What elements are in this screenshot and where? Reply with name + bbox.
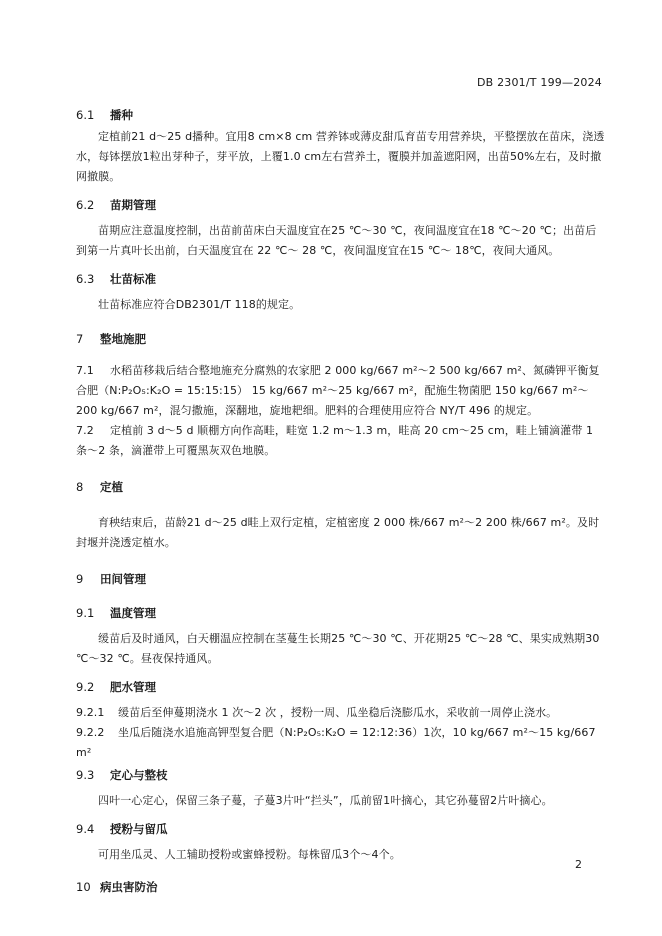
clause-number: 9.2.2 [76, 726, 105, 739]
section-title: 壮苗标准 [110, 272, 156, 286]
section-title: 肥水管理 [110, 680, 156, 694]
section-number: 6.1 [76, 108, 95, 122]
section-title: 整地施肥 [100, 332, 146, 346]
section-title: 播种 [110, 108, 133, 122]
clause-number: 7.2 [76, 424, 94, 437]
section-title: 定心与整枝 [110, 768, 168, 782]
section-heading-6-2 [76, 193, 606, 217]
section-text-9-1: 缓苗后及时通风，白天棚温应控制在茎蔓生长期25 ℃～30 ℃、开花期25 ℃～28 ℃、果实成熟期30 ℃～32 ℃。昼夜保持通风。 [76, 632, 600, 665]
section-number: 9.4 [76, 822, 95, 836]
section-heading-6-3 [76, 267, 606, 291]
clause-text: 坐瓜后随浇水追施高钾型复合肥（N:P₂O₅:K₂O = 12:12:36）1次，10 kg/667 m²～15 kg/667 m² [76, 726, 596, 759]
section-number: 9.1 [76, 606, 95, 620]
section-number: 9 [76, 572, 84, 586]
section-heading-7 [76, 327, 606, 351]
section-number: 7 [76, 332, 84, 346]
section-heading-10 [76, 875, 606, 899]
section-heading-9-3 [76, 763, 606, 787]
section-text-6-2: 苗期应注意温度控制，出苗前苗床白天温度宜在25 ℃～30 ℃，夜间温度宜在18 ℃～20 ℃；出苗后到第一片真叶长出前，白天温度宜在 22 ℃～ 28 ℃，夜间温度宜在15 ℃～ 18℃，夜间大通风。 [76, 224, 597, 257]
clause-number: 9.2.1 [76, 706, 105, 719]
section-title: 病虫害防治 [100, 880, 158, 894]
section-heading-6-1 [76, 103, 606, 127]
page-number: 2 [575, 858, 582, 871]
section-title: 田间管理 [100, 572, 146, 586]
section-text-8: 育秧结束后，苗龄21 d～25 d畦上双行定植，定植密度 2 000 株/667 m²～2 200 株/667 m²。及时封堰并浇透定植水。 [76, 516, 600, 549]
section-title: 苗期管理 [110, 198, 156, 212]
section-text-6-3: 壮苗标准应符合DB2301/T 118的规定。 [98, 298, 301, 311]
section-heading-9-2 [76, 675, 606, 699]
section-heading-9-1 [76, 601, 606, 625]
section-number: 6.2 [76, 198, 95, 212]
clause-9-2-1 [76, 703, 606, 723]
section-number: 10 [76, 880, 91, 894]
section-number: 8 [76, 480, 84, 494]
section-title: 温度管理 [110, 606, 156, 620]
section-text-9-3: 四叶一心定心，保留三条子蔓，子蔓3片叶“拦头”，瓜前留1叶摘心，其它孙蔓留2片叶摘心。 [98, 794, 553, 807]
section-text-9-4: 可用坐瓜灵、人工辅助授粉或蜜蜂授粉。每株留瓜3个～4个。 [98, 848, 401, 861]
document-body [76, 103, 606, 899]
section-title: 授粉与留瓜 [110, 822, 168, 836]
clause-number: 7.1 [76, 364, 94, 377]
section-number: 9.3 [76, 768, 95, 782]
section-title: 定植 [100, 480, 123, 494]
section-heading-9 [76, 567, 606, 591]
clause-text: 定植前 3 d～5 d 顺棚方向作高畦，畦宽 1.2 m～1.3 m，畦高 20 cm～25 cm，畦上铺滴灌带 1 条～2 条，滴灌带上可覆黑灰双色地膜。 [76, 424, 594, 457]
section-number: 9.2 [76, 680, 95, 694]
section-heading-8 [76, 475, 606, 499]
clause-text: 缓苗后至伸蔓期浇水 1 次～2 次 ，授粉一周、瓜坐稳后浇膨瓜水，采收前一周停止浇水。 [118, 706, 558, 719]
section-heading-9-4 [76, 817, 606, 841]
section-number: 6.3 [76, 272, 95, 286]
section-text-6-1: 定植前21 d～25 d播种。宜用8 cm×8 cm 营养钵或薄皮甜瓜育苗专用营养块，平整摆放在苗床，浇透水，每钵摆放1粒出芽种子，芽平放，上覆1.0 cm左右营养土，覆膜并加盖遮阳网，出苗50%左右，及时撤网撤膜。 [76, 130, 605, 183]
clause-7-1 [76, 361, 606, 421]
clause-text: 水稻苗移栽后结合整地施充分腐熟的农家肥 2 000 kg/667 m²～2 500 kg/667 m²、氮磷钾平衡复合肥（N:P₂O₅:K₂O = 15:15:15） 15 kg/667 m²～25 kg/667 m²，配施生物菌肥 150 kg/667 m²～200 kg/667 m²，混匀撒施，深翻地，旋地耙细。肥料的合理使用应符合 NY/T 496 的规定。 [76, 364, 600, 417]
document-code: DB 2301/T 199—2024 [476, 76, 602, 89]
clause-9-2-2 [76, 723, 606, 763]
clause-7-2 [76, 421, 606, 461]
